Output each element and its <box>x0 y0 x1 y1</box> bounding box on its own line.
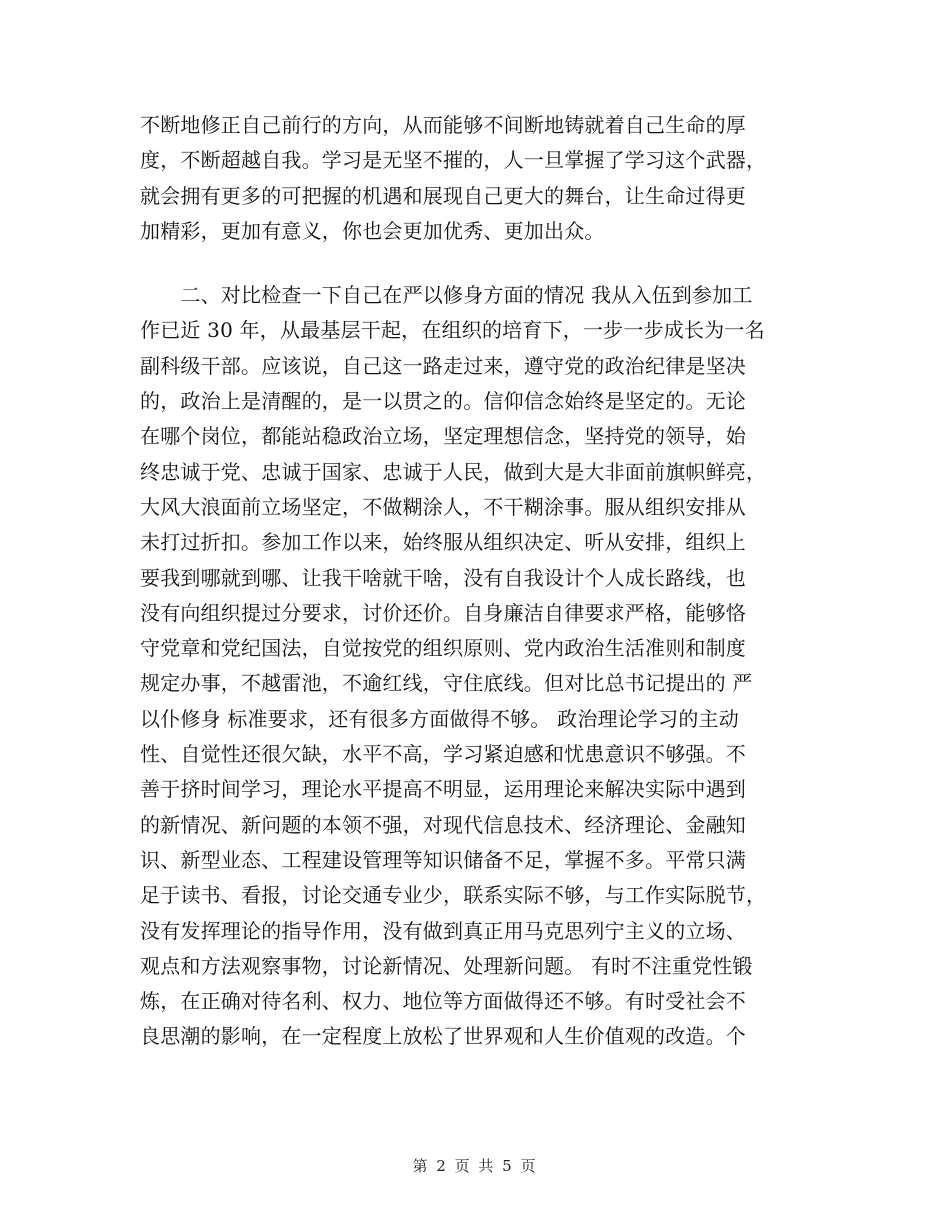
text-line: 没有向组织提过分要求，讨价还价。自身廉洁自律要求严格，能够恪 <box>140 600 746 625</box>
paragraph-section-two <box>140 278 812 1055</box>
text-line: 在哪个岗位，都能站稳政治立场，坚定理想信念，坚持党的领导，始 <box>140 424 746 449</box>
text-line: 以仆修身 标准要求，还有很多方面做得不够。 政治理论学习的主动 <box>140 706 739 731</box>
text-line: 炼，在正确对待名利、权力、地位等方面做得还不够。有时受社会不 <box>140 989 746 1014</box>
text-line: 副科级干部。应该说，自己这一路走过来，遵守党的政治纪律是坚决 <box>140 353 746 378</box>
text-line: 加精彩，更加有意义，你也会更加优秀、更加出众。 <box>140 218 605 243</box>
text-line: 二、对比检查一下自己在严以修身方面的情况 我从入伍到参加工 <box>140 283 753 308</box>
text-line: 足于读书、看报，讨论交通专业少，联系实际不够，与工作实际脱节， <box>140 883 767 908</box>
text-line: 作已近 30 年，从最基层干起，在组织的培育下，一步一步成长为一名 <box>140 318 765 343</box>
text-line: 要我到哪就到哪、让我干啥就干啥，没有自我设计个人成长路线，也 <box>140 565 746 590</box>
text-line: 识、新型业态、工程建设管理等知识储备不足，掌握不多。平常只满 <box>140 847 746 872</box>
text-line: 规定办事，不越雷池，不逾红线，守住底线。但对比总书记提出的 严 <box>140 671 753 696</box>
page-content <box>140 108 812 1055</box>
page-number-footer: 第 2 页 共 5 页 <box>412 1157 538 1175</box>
text-line: 未打过折扣。参加工作以来，始终服从组织决定、听从安排，组织上 <box>140 530 746 555</box>
text-line: 善于挤时间学习，理论水平提高不明显，运用理论来解决实际中遇到 <box>140 777 746 802</box>
text-line: 终忠诚于党、忠诚于国家、忠诚于人民，做到大是大非面前旗帜鲜亮， <box>140 459 767 484</box>
text-line: 大风大浪面前立场坚定，不做糊涂人，不干糊涂事。服从组织安排从 <box>140 494 746 519</box>
text-line: 的新情况、新问题的本领不强，对现代信息技术、经济理论、金融知 <box>140 812 746 837</box>
paragraph-continuation <box>140 108 812 249</box>
text-line: 没有发挥理论的指导作用，没有做到真正用马克思列宁主义的立场、 <box>140 918 746 943</box>
text-line: 的，政治上是清醒的，是一以贯之的。信仰信念始终是坚定的。无论 <box>140 389 746 414</box>
paragraph-gap <box>140 249 812 278</box>
text-line: 就会拥有更多的可把握的机遇和展现自己更大的舞台，让生命过得更 <box>140 183 746 208</box>
text-line: 不断地修正自己前行的方向，从而能够不间断地铸就着自己生命的厚 <box>140 113 746 137</box>
text-line: 良思潮的影响，在一定程度上放松了世界观和人生价值观的改造。个 <box>140 1024 746 1049</box>
text-line: 性、自觉性还很欠缺，水平不高，学习紧迫感和忧患意识不够强。不 <box>140 742 746 767</box>
text-line: 度，不断超越自我。学习是无坚不摧的，人一旦掌握了学习这个武器， <box>140 148 767 173</box>
text-line: 守党章和党纪国法，自觉按党的组织原则、党内政治生活准则和制度 <box>140 636 746 661</box>
text-line: 观点和方法观察事物，讨论新情况、处理新问题。 有时不注重党性锻 <box>140 953 753 978</box>
